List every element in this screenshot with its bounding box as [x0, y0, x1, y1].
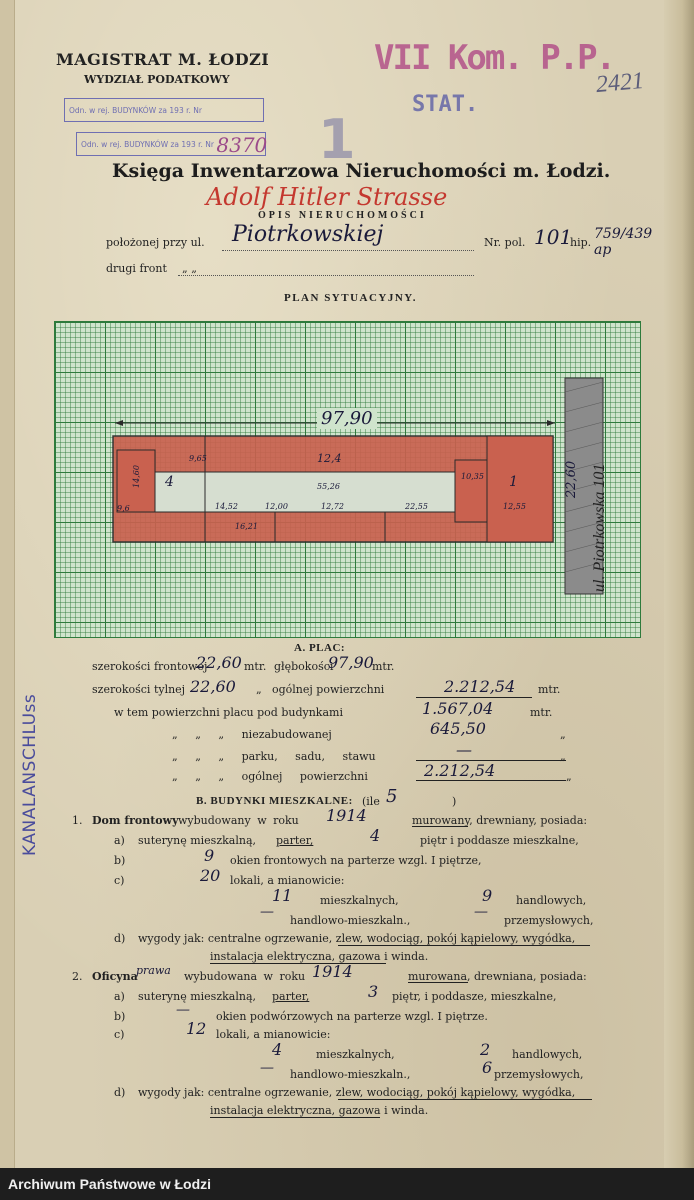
b1-c-text: lokali, a mianowicie:: [230, 874, 345, 887]
b2-handl-val: 2: [480, 1040, 491, 1059]
plan-label: 12,00: [265, 502, 288, 511]
plan-label: 14,52: [215, 502, 238, 511]
b1-b-val: 9: [204, 846, 215, 865]
red-street-name: Adolf Hitler Strasse: [206, 183, 448, 211]
archive-name: Archiwum Państwowe w Łodzi: [8, 1176, 212, 1192]
b2-c-text: lokali, a mianowicie:: [216, 1028, 331, 1041]
hip-value: 759/439 ap: [594, 226, 653, 258]
b1-c-label: c): [114, 874, 125, 887]
plac-sub-value: —: [456, 740, 472, 759]
right-page-edge: [664, 0, 694, 1168]
left-page-edge: [0, 0, 15, 1168]
plac-sub-unit: „: [566, 770, 572, 783]
plan-label: 1: [509, 474, 518, 490]
b2-przem-val: 6: [482, 1058, 493, 1077]
b1-b-text: okien frontowych na parterze wzgl. I piętrze,: [230, 854, 482, 867]
b2-d-text2: instalacja elektryczna, gazowa i winda.: [210, 1104, 429, 1117]
b2-line1a: wybudowana w roku: [184, 970, 306, 983]
page-title: Księga Inwentarzowa Nieruchomości m. Łodzi.: [112, 160, 611, 182]
plan-label: 12,72: [321, 502, 344, 511]
register-stamp-1: Odn. w rej. BUDYNKÓW za 193 r. Nr: [64, 98, 264, 122]
b2-a-text2: piętr, i poddasze, mieszkalne,: [392, 990, 557, 1003]
plan-label: 22,55: [405, 502, 428, 511]
plac-label: szerokości tylnej: [92, 683, 186, 696]
plac-unit: mtr.: [372, 660, 395, 673]
plan-label: 10,35: [461, 472, 484, 481]
drugi-front-value: „ „: [182, 262, 197, 275]
plac-sub-value: 1.567,04: [422, 699, 494, 718]
budynki-heading: B. BUDYNKI MIESZKALNE:: [196, 795, 353, 807]
b1-a-text1: suterynę mieszkalną,: [138, 834, 257, 847]
wydzial-heading: WYDZIAŁ PODATKOWY: [84, 73, 230, 86]
b1-name: Dom frontowy: [92, 814, 179, 827]
b2-hand: prawa: [136, 964, 171, 977]
b2-line1b: murowana, drewniana, posiada:: [408, 970, 587, 983]
b1-handl-val: 9: [482, 886, 493, 905]
plac-value: 2.212,54: [444, 677, 516, 696]
plan-label: 14,60: [131, 465, 141, 488]
stamp-stat: STAT.: [412, 92, 479, 117]
plac-sub-label: „ „ „ niezabudowanej: [172, 728, 332, 741]
plac-heading: A. PLAC:: [294, 642, 346, 654]
plan-label: 55,26: [317, 482, 340, 491]
dim-width: 22,60: [564, 460, 580, 499]
b2-a-pietr: 3: [368, 982, 379, 1001]
b2-year: 1914: [312, 962, 353, 981]
b2-d-text1: wygody jak: centralne ogrzewanie, zlew, wodociąg, pokój kąpielowy, wygódka,: [138, 1086, 576, 1099]
b1-przem-text: przemysłowych,: [504, 914, 594, 927]
b2-przem-text: przemysłowych,: [494, 1068, 584, 1081]
nr-pol-label: Nr. pol.: [484, 236, 526, 249]
b2-d-label: d): [114, 1086, 126, 1099]
b1-hm-val: —: [260, 904, 274, 920]
b1-a-label: a): [114, 834, 125, 847]
b1-mieszk-text: mieszkalnych,: [320, 894, 399, 907]
b1-year: 1914: [326, 806, 367, 825]
plac-label: głębokości: [274, 660, 334, 673]
plan-label: 12,4: [317, 452, 342, 465]
site-plan: [54, 321, 641, 638]
b2-mieszk-val: 4: [272, 1040, 283, 1059]
plan-label: 12,55: [503, 502, 526, 511]
b1-handl-text: handlowych,: [516, 894, 587, 907]
dim-length: 97,90: [317, 408, 377, 429]
b2-c-label: c): [114, 1028, 125, 1041]
b2-a-text1: suterynę mieszkalną,: [138, 990, 257, 1003]
plac-sub-value: 2.212,54: [424, 761, 496, 780]
archive-footer: [0, 1168, 694, 1200]
b1-d-text2: instalacja elektryczna, gazowa i winda.: [210, 950, 429, 963]
ile-label: (ile: [362, 795, 380, 808]
plac-sub-unit: mtr.: [530, 706, 553, 719]
b2-hm-val: —: [260, 1060, 274, 1076]
b1-c-val: 20: [200, 866, 221, 885]
rear-block: [455, 460, 487, 522]
hip-label: hip.: [570, 236, 592, 249]
ile-value: 5: [386, 786, 398, 807]
b1-hm-text: handlowo-mieszkaln.,: [290, 914, 411, 927]
plac-unit: „: [256, 683, 262, 696]
plac-label: szerokości frontowej: [92, 660, 208, 673]
plac-label: ogólnej powierzchni: [272, 683, 385, 696]
b1-num: 1.: [72, 814, 83, 827]
plac-sub-unit: „: [560, 728, 566, 741]
site-plan-drawing: [55, 322, 640, 637]
b1-d-text1: wygody jak: centralne ogrzewanie, zlew, wodociąg, pokój kąpielowy, wygódka,: [138, 932, 576, 945]
b2-a-parter: parter,: [272, 990, 310, 1003]
b2-b-val: —: [176, 1002, 190, 1018]
ile-close: ): [452, 795, 457, 808]
b1-a-text2: piętr i poddasze mieszkalne,: [420, 834, 579, 847]
b2-b-label: b): [114, 1010, 126, 1023]
stamp-vii-kom: VII Kom. P.P.: [374, 38, 615, 78]
drugi-front-label: drugi front: [106, 262, 167, 275]
plac-value: 97,90: [328, 653, 374, 672]
b2-handl-text: handlowych,: [512, 1048, 583, 1061]
plac-unit: mtr.: [538, 683, 561, 696]
side-stamp-kanalanschluss: KANALANSCHLUss: [20, 693, 40, 856]
b1-mieszk-val: 11: [272, 886, 293, 905]
plac-unit: mtr.: [244, 660, 267, 673]
plac-value: 22,60: [190, 677, 236, 696]
b2-c-val: 12: [186, 1019, 207, 1038]
plac-sub-unit: „: [560, 750, 566, 763]
plac-sub-label: w tem powierzchni placu pod budynkami: [114, 706, 343, 719]
street-value: Piotrkowskiej: [232, 222, 384, 247]
street-label: ul. Piotrkowska 101: [591, 463, 608, 592]
plan-title: PLAN SYTUACYJNY.: [284, 292, 417, 304]
big-number-stamp: 1: [318, 108, 356, 171]
b1-a-parter: parter,: [276, 834, 314, 847]
plac-sub-label: „ „ „ parku, sadu, stawu: [172, 750, 376, 763]
nr-pol-value: 101: [534, 225, 573, 249]
plac-sub-value: 645,50: [430, 719, 486, 738]
plac-sub-label: „ „ „ ogólnej powierzchni: [172, 770, 368, 783]
b1-b-label: b): [114, 854, 126, 867]
b2-name: Oficyna: [92, 970, 138, 983]
handwritten-number: 2421: [594, 67, 645, 99]
magistrat-heading: MAGISTRAT M. ŁODZI: [56, 50, 270, 69]
polozonej-label: położonej przy ul.: [106, 236, 205, 249]
plac-value: 22,60: [196, 653, 242, 672]
b2-mieszk-text: mieszkalnych,: [316, 1048, 395, 1061]
register-stamp-2: Odn. w rej. BUDYNKÓW za 193 r. Nr 8370: [76, 132, 266, 156]
b1-line1a: wybudowany w roku: [178, 814, 299, 827]
b1-a-pietr: 4: [370, 826, 381, 845]
plan-label: 4: [165, 474, 174, 490]
b2-hm-text: handlowo-mieszkaln.,: [290, 1068, 411, 1081]
front-block: [487, 436, 553, 542]
plan-label: 9,6: [117, 504, 130, 513]
b1-line1b: murowany, drewniany, posiada:: [412, 814, 588, 827]
b2-num: 2.: [72, 970, 83, 983]
b1-d-label: d): [114, 932, 126, 945]
b2-b-text: okien podwórzowych na parterze wzgl. I piętrze.: [216, 1010, 488, 1023]
plan-label: 16,21: [235, 522, 258, 531]
b1-przem-val: —: [474, 904, 488, 920]
opis-heading: OPIS NIERUCHOMOŚCI: [258, 210, 427, 221]
plan-label: 9,65: [189, 454, 207, 463]
b2-a-label: a): [114, 990, 125, 1003]
